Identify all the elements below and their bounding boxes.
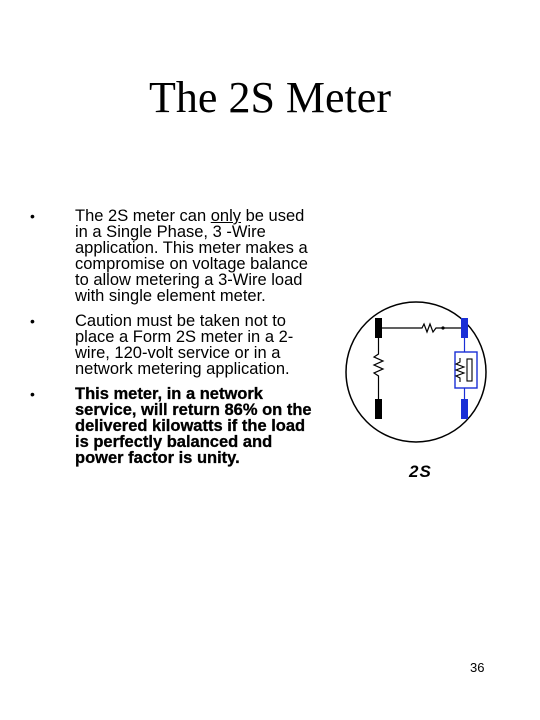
bullet-text: Caution must be taken not to place a Form 2S meter in a 2-wire, 120-volt service or in a network metering application. — [75, 312, 294, 378]
bullet-item — [30, 208, 320, 304]
coil-zigzag — [456, 358, 464, 382]
bullet-item — [30, 313, 320, 377]
bullet-dot: • — [30, 313, 35, 329]
coil-core — [467, 359, 472, 381]
page-number: 36 — [470, 660, 485, 675]
bullet-text-part: be used in a Single Phase, 3 -Wire application. This meter makes a compromise on voltage balance to allow metering a 3-Wire load with single element meter. — [75, 207, 308, 305]
terminal-right-top — [461, 318, 468, 338]
bullet-text: This meter, in a network service, will return 86% on the delivered kilowatts if the load is perfectly balanced and power factor is unity. — [75, 385, 312, 467]
bullet-text-part: The 2S meter can — [75, 207, 211, 225]
diagram-label: 2S — [409, 462, 432, 481]
bullet-list — [30, 208, 320, 466]
bullet-item — [30, 386, 320, 466]
coil-box — [455, 352, 477, 388]
slide-title: The 2S Meter — [149, 73, 391, 122]
left-wire — [374, 338, 383, 399]
bullet-text — [75, 207, 308, 305]
terminal-left-bottom — [375, 399, 382, 419]
terminal-right-bottom — [461, 399, 468, 419]
terminal-left-top — [375, 318, 382, 338]
underlined-word: only — [210, 207, 242, 225]
bullet-dot: • — [30, 386, 35, 402]
bullet-dot: • — [30, 208, 35, 224]
top-wire — [382, 324, 461, 332]
top-wire-dot — [441, 326, 444, 329]
